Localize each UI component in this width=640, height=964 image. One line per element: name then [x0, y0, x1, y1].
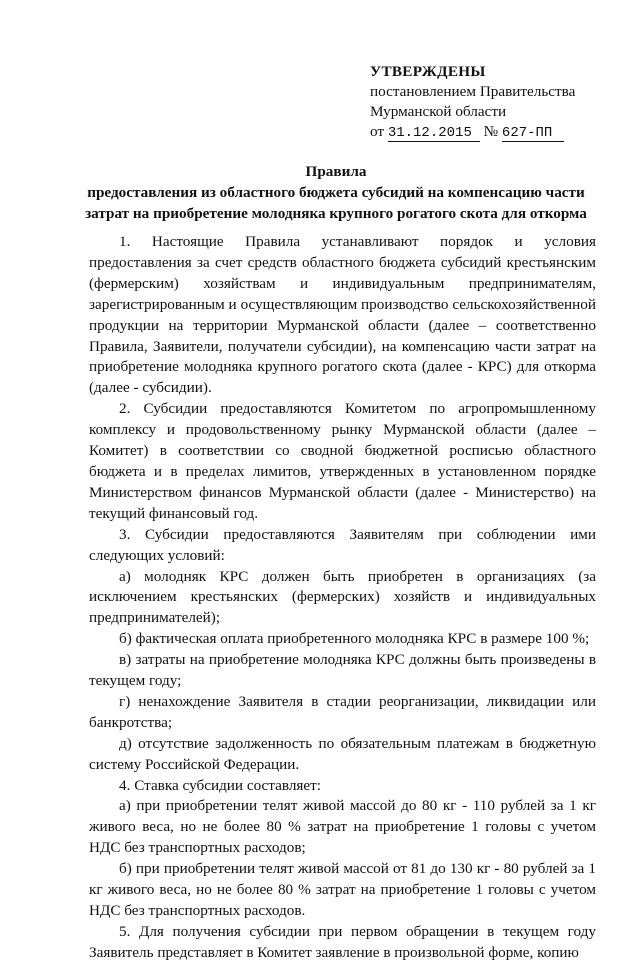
approval-line-1: постановлением Правительства — [370, 83, 576, 100]
number-prefix: № — [483, 123, 499, 140]
condition-g: г) ненахождение Заявителя в стадии реорганизации, ликвидации или банкротства; — [89, 692, 596, 731]
condition-a: а) молодняк КРС должен быть приобретен в организациях (за исключением крестьянских (фермерских) хозяйств и индивидуальных предпринимателей); — [89, 567, 596, 627]
approval-number: 627-ПП — [502, 125, 564, 142]
condition-d: д) отсутствие задолженность по обязательным платежам в бюджетную систему Российской Федерации. — [89, 734, 596, 773]
date-prefix: от — [370, 123, 385, 140]
rate-b: б) при приобретении телят живой массой от 81 до 130 кг - 80 рублей за 1 кг живого веса, но не более 80 % затрат на приобретение 1 головы с учетом НДС без транспортных расходов. — [89, 860, 596, 919]
approval-title: УТВЕРЖДЕНЫ — [370, 63, 486, 80]
condition-v: в) затраты на приобретение молодняка КРС должны быть произведены в текущем году; — [89, 651, 596, 690]
document-heading — [78, 161, 594, 224]
approval-line-2: Мурманской области — [370, 103, 507, 120]
paragraph-3: 3. Субсидии предоставляются Заявителям при соблюдении ими следующих условий: — [89, 525, 596, 564]
document-body — [89, 232, 596, 964]
document-title: Правила — [305, 163, 367, 180]
paragraph-1: 1. Настоящие Правила устанавливают порядок и условия предоставления за счет средств областного бюджета субсидий крестьянским (фермерским) хозяйствам и индивидуальным предпринимателям, зарегистрированным и осуществляющим производство сельскохозяйственной продукции на территории Мурманской области (далее – соответственно Правила, Заявители, получатели субсидии), на компенсацию части затрат на приобретение молодняка крупного рогатого скота (далее - КРС) для откорма (далее - субсидии). — [89, 233, 596, 397]
paragraph-5: 5. Для получения субсидии при первом обращении в текущем году Заявитель представляет в Комитет заявление в произвольной форме, копию — [89, 922, 596, 961]
approval-date-line — [370, 122, 620, 142]
paragraph-4: 4. Ставка субсидии составляет: — [119, 776, 321, 794]
document-subtitle: предоставления из областного бюджета субсидий на компенсацию части затрат на приобретение молодняка крупного рогатого скота для откорма — [85, 184, 587, 222]
paragraph-2: 2. Субсидии предоставляются Комитетом по агропромышленному комплексу и продовольственному рынку Мурманской области (далее – Комитет) в соответствии со сводной бюджетной росписью областного бюджета и в пределах лимитов, утвержденных в установленном порядке Министерством финансов Мурманской области (далее - Министерство) на текущий финансовый год. — [89, 400, 596, 522]
rate-a: а) при приобретении телят живой массой до 80 кг - 110 рублей за 1 кг живого веса, но не более 80 % затрат на приобретение 1 головы с учетом НДС без транспортных расходов; — [89, 797, 596, 857]
condition-b: б) фактическая оплата приобретенного молодняка КРС в размере 100 %; — [119, 630, 590, 648]
approval-stamp — [370, 62, 620, 142]
approval-date: 31.12.2015 — [388, 125, 480, 142]
